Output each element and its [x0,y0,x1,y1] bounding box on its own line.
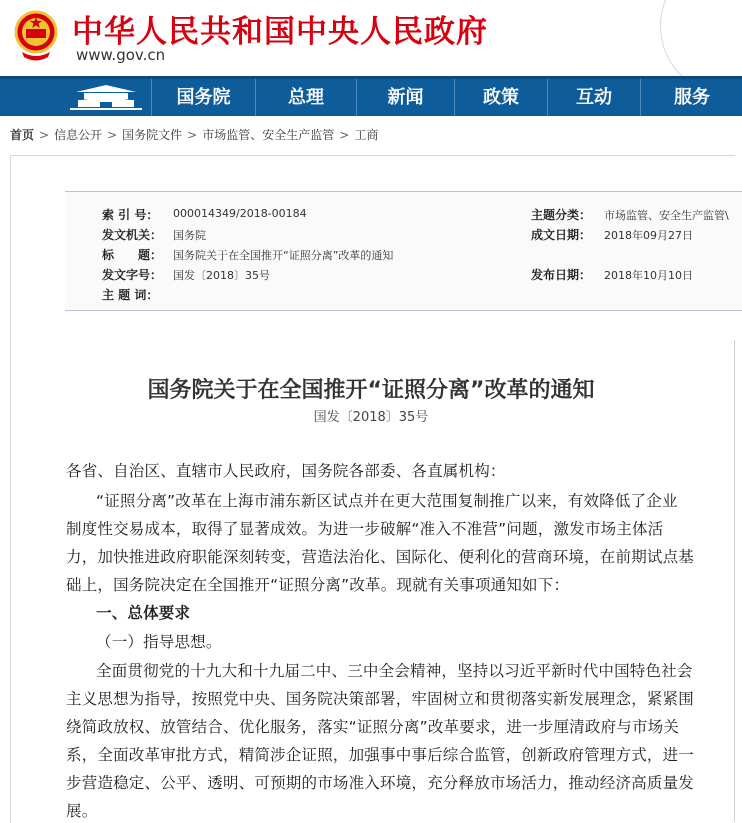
site-title[interactable]: 中华人民共和国中央人民政府 [72,14,488,50]
tiananmen-icon[interactable] [62,82,150,114]
topic-label: 主题分类： [531,208,592,222]
paragraph-line: 础上，国务院决定在全国推开“证照分离”改革。现就有关事项通知如下： [66,576,570,594]
paragraph-line: 系，全面改革审批方式，精简涉企证照，加强事中事后综合监管，创新政府管理方式，进一 [66,746,695,764]
breadcrumb-info-disclosure[interactable]: 信息公开 [54,128,103,142]
national-emblem-icon[interactable] [14,10,58,62]
title-label: 标 题： [102,248,163,262]
subsection-heading: （一）指导思想。 [96,633,222,651]
breadcrumb-separator: > [187,128,198,142]
paragraph-line: 步营造稳定、公平、透明、可预期的市场准入环境，充分释放市场活力，推动经济高质量发 [66,774,695,792]
breadcrumb-separator: > [107,128,118,142]
nav-item-interaction[interactable]: 互动 [547,79,640,116]
published-date-value: 2018年10月10日 [604,269,693,282]
paragraph-line: 绕简政放权、放管结合、优化服务，落实“证照分离”改革要求，进一步厘清政府与市场关 [66,718,680,736]
document-number-value: 国发〔2018〕35号 [173,269,270,282]
issuer-value: 国务院 [173,229,206,242]
published-date-label: 发布日期： [531,268,592,282]
index-value: 000014349/2018-00184 [173,207,307,220]
main-navigation [0,76,742,116]
paragraph-line: 展。 [66,802,98,820]
issuer-label: 发文机关： [102,228,163,242]
title-value: 国务院关于在全国推开“证照分离”改革的通知 [173,249,394,262]
document-metadata [65,191,742,311]
paragraph-line: 制度性交易成本，取得了显著成效。为进一步破解“准入不准营”问题，激发市场主体活 [66,520,664,538]
nav-item-services[interactable]: 服务 [640,79,742,116]
breadcrumb-separator: > [339,128,350,142]
document-number: 国发〔2018〕35号 [313,410,429,425]
nav-item-premier[interactable]: 总理 [255,79,356,116]
nav-item-news[interactable]: 新闻 [356,79,454,116]
breadcrumb-market-supervision[interactable]: 市场监管、安全生产监管 [202,128,335,142]
document-title: 国务院关于在全国推开“证照分离”改革的通知 [147,378,595,403]
document-number-label: 发文字号： [102,268,163,282]
topic-value[interactable]: 市场监管、安全生产监管\ [604,209,729,222]
paragraph-line: 力，加快推进政府职能深刻转变，营造法治化、国际化、便利化的营商环境，在前期试点基 [66,548,695,566]
paragraph-line: 主义思想为指导，按照党中央、国务院决策部署，牢固树立和贯彻落实新发展理念，紧紧围 [66,690,695,708]
site-header [0,0,742,76]
paragraph-line: “证照分离”改革在上海市浦东新区试点并在更大范围复制推广以来，有效降低了企业 [96,492,678,510]
site-url[interactable]: www.gov.cn [76,46,166,64]
breadcrumb [10,126,378,143]
nav-item-policies[interactable]: 政策 [454,79,547,116]
section-heading: 一、总体要求 [96,604,191,622]
subject-words-label: 主 题 词： [102,288,159,302]
salutation: 各省、自治区、直辖市人民政府，国务院各部委、各直属机构： [66,462,506,480]
written-date-label: 成文日期： [531,228,592,242]
written-date-value: 2018年09月27日 [604,229,693,242]
index-label: 索 引 号： [102,208,159,222]
breadcrumb-separator: > [39,128,50,142]
breadcrumb-home[interactable]: 首页 [10,128,35,142]
breadcrumb-industry-commerce[interactable]: 工商 [354,128,379,142]
paragraph-line: 全面贯彻党的十九大和十九届二中、三中全会精神，坚持以习近平新时代中国特色社会 [96,662,693,680]
breadcrumb-state-council-documents[interactable]: 国务院文件 [122,128,183,142]
nav-item-state-council[interactable]: 国务院 [151,79,255,116]
